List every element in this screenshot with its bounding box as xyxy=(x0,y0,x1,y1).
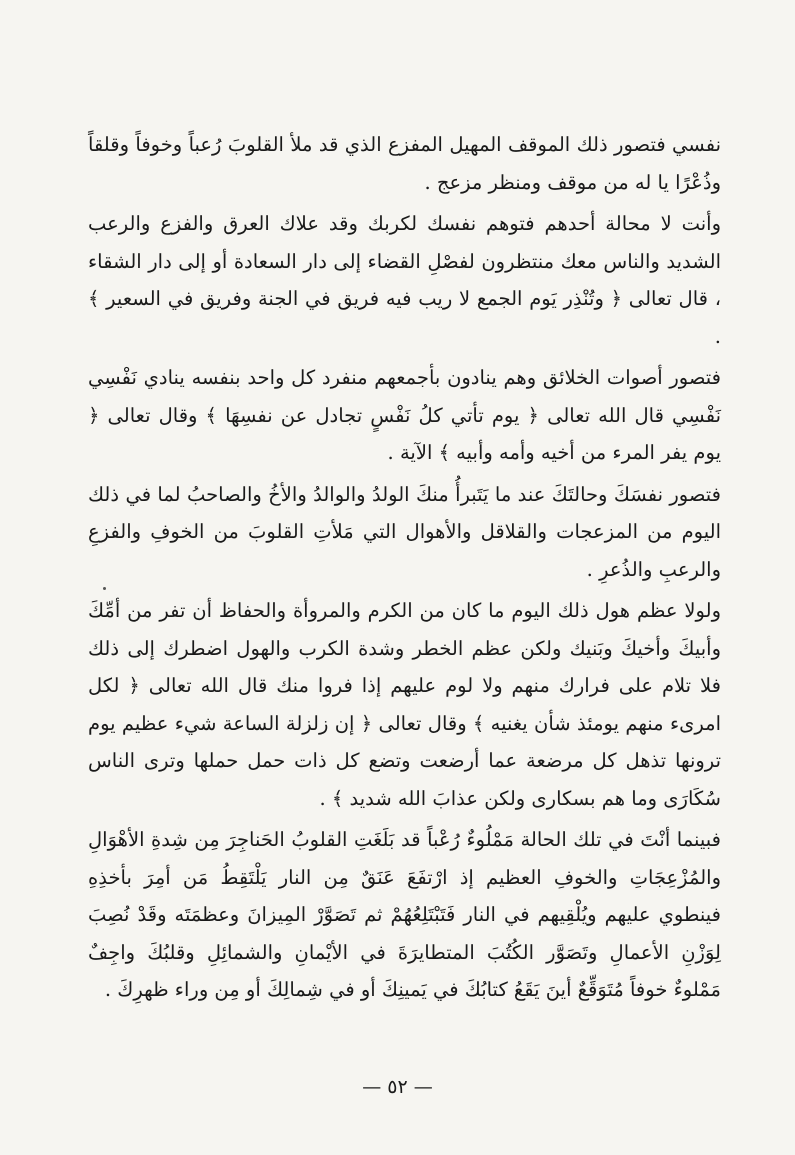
paragraph-5: ولولا عظم هول ذلك اليوم ما كان من الكرم والمروأة والحفاظ أن تفر من أمِّكَ وأبيكَ وأخيكَ وبَنيك ولكن عظم الخطر وشدة الكرب والهول اضطرك إلى ذلك فلا تلام على فرارك منهم ولا لوم عليهم إذا فروا منك قال الله تعالى ﴿ لكل امرىء منهم يومئذ شأن يغنيه ﴾ وقال تعالى ﴿ إن زلزلة الساعة شيء عظيم يوم ترونها تذهل كل مرضعة عما أرضعت وتضع كل ذات حمل حملها وترى الناس سُكَارَى وما هم بسكارى ولكن عذابَ الله شديد ﴾ . xyxy=(88,599,721,810)
body-text xyxy=(88,126,721,1009)
paragraph-4: فتصور نفسَكَ وحالتَكَ عند ما يَتَبرأُ منكَ الولدُ والوالدُ والأخُ والصاحبُ لما في ذلك اليوم من المزعجات والقلاقل والأهوال التي مَلأتِ القلوبَ من الخوفِ والفزعِ والرعبِ والذُعرِ . xyxy=(88,482,721,581)
page-number: — ٥٢ — xyxy=(362,1076,433,1098)
paragraph-1: نفسي فتصور ذلك الموقف المهيل المفزع الذي قد ملأ القلوبَ رُعباً وخوفاً وقلقاً وذُعْرًا يا له من موقف ومنظر مزعج . xyxy=(88,133,721,194)
paragraph-2: وأنت لا محالة أحدهم فتوهم نفسك لكربك وقد علاك العرق والفزع والرعب الشديد والناس معك منتظرون لفصْلِ القضاء إلى دار السعادة أو إلى دار الشقاء ، قال تعالى ﴿ وتُنْذِر يَوم الجمع لا ريب فيه فريق في الجنة وفريق في السعير ﴾ . xyxy=(88,212,721,348)
paragraph-3: فتصور أصوات الخلائق وهم ينادون بأجمعهم منفرد كل واحد بنفسه ينادي نَفْسِي نَفْسِي قال الله تعالى ﴿ يوم تأتي كلُ نَفْسٍ تجادل عن نفسِهَا ﴾ وقال تعالى ﴿ يوم يفر المرء من أخيه وأمه وأبيه ﴾ الآية . xyxy=(88,366,721,464)
paragraph-6: فبينما أنْتَ في تلك الحالة مَمْلُوءٌ رُعْباً قد بَلَغَتِ القلوبُ الحَناجِرَ مِن شِدةِ الأهْوَالِ والمُزْعِجَاتِ والخوفِ العظيم إذ ارْتفَعَ عَنَقٌ مِن النار يَلْتَقِطُ مَن أمِرَ بأخذِهِ فينطوي عليهم ويُلْقِيهم في النار فَتَبْتَلِعُهُمْ ثم تَصَوَّرْ المِيزانَ وعظمَتَه وقَدْ نُصِبَ لِوَزْنِ الأعمالِ وتَصَوَّر الكُتُبَ المتطايرَةَ في الأيْمانِ والشمائِلِ وقلبُكَ واجِفٌ مَمْلوءٌ خوفاً مُتَوَقِّعٌ أينَ يَقَعُ كتابُكَ في يَمينِكَ أو في شِمالِكَ أو مِن وراء ظهرِكَ . xyxy=(88,828,721,1001)
